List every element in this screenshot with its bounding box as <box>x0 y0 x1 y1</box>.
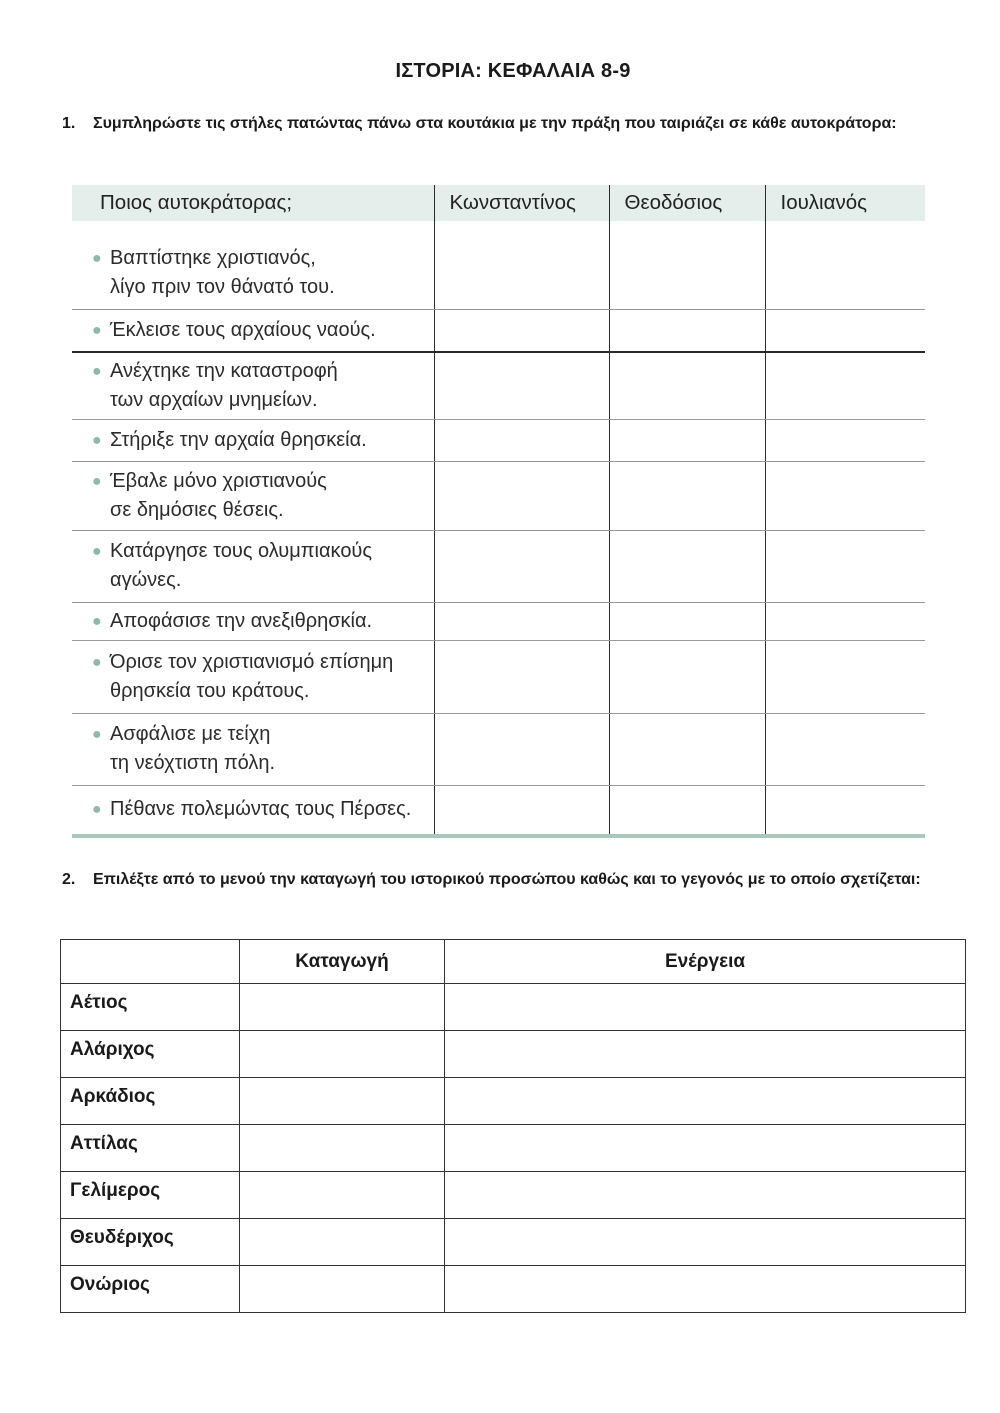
figure-name: Αέτιος <box>61 984 240 1031</box>
bullet-icon: ● <box>92 801 102 819</box>
statement-cell <box>72 237 434 309</box>
spacer-cell <box>72 221 434 237</box>
figure-name: Αττίλας <box>61 1125 240 1172</box>
answer-box-ioulianos[interactable] <box>765 602 925 640</box>
header-name <box>61 940 240 984</box>
answer-box-theodosios[interactable] <box>609 785 765 836</box>
header-theodosios: Θεοδόσιος <box>609 185 765 221</box>
statement-row <box>72 309 925 352</box>
statement-line-2: αγώνες. <box>110 569 182 591</box>
question-1 <box>62 113 972 134</box>
answer-box-konstantinos[interactable] <box>434 309 609 352</box>
statement-row <box>72 237 925 309</box>
statement-row <box>72 713 925 785</box>
answer-box-ioulianos[interactable] <box>765 352 925 419</box>
bullet-icon: ● <box>92 431 102 449</box>
statement-line-1: Στήριξε την αρχαία θρησκεία. <box>110 428 367 451</box>
statement-cell <box>72 461 434 530</box>
spacer-cell <box>434 221 609 237</box>
question-2-text: Επιλέξτε από το μενού την καταγωγή του ιστορικού προσώπου καθώς και το γεγονός με το οποίο σχετίζεται: <box>93 871 921 888</box>
action-dropdown[interactable] <box>445 1172 966 1219</box>
bullet-icon: ● <box>92 612 102 630</box>
header-ioulianos: Ιουλιανός <box>765 185 925 221</box>
header-konstantinos: Κωνσταντίνος <box>434 185 609 221</box>
statement-line-1: Έβαλε μόνο χριστιανούς <box>110 469 327 492</box>
answer-box-konstantinos[interactable] <box>434 461 609 530</box>
figure-name: Αλάριχος <box>61 1031 240 1078</box>
answer-box-theodosios[interactable] <box>609 640 765 713</box>
statement-line-1: Έκλεισε τους αρχαίους ναούς. <box>110 318 376 341</box>
answer-box-konstantinos[interactable] <box>434 352 609 419</box>
statement-cell <box>72 419 434 461</box>
answer-box-konstantinos[interactable] <box>434 785 609 836</box>
origin-dropdown[interactable] <box>240 1219 445 1266</box>
bullet-icon: ● <box>92 321 102 339</box>
statement-row <box>72 640 925 713</box>
spacer-row <box>72 221 925 237</box>
figure-name: Ονώριος <box>61 1266 240 1313</box>
answer-box-konstantinos[interactable] <box>434 419 609 461</box>
action-dropdown[interactable] <box>445 1125 966 1172</box>
statement-cell <box>72 785 434 836</box>
answer-box-theodosios[interactable] <box>609 530 765 602</box>
statement-line-1: Πέθανε πολεμώντας τους Πέρσες. <box>110 798 412 821</box>
answer-box-konstantinos[interactable] <box>434 530 609 602</box>
origin-dropdown[interactable] <box>240 1078 445 1125</box>
spacer-cell <box>765 221 925 237</box>
statement-cell <box>72 640 434 713</box>
table-row <box>61 984 966 1031</box>
question-2-number: 2. <box>62 871 76 888</box>
statement-row <box>72 352 925 419</box>
origin-dropdown[interactable] <box>240 1172 445 1219</box>
statement-line-1: Όρισε τον χριστιανισμό επίσημη <box>110 650 394 673</box>
figure-name: Γελίμερος <box>61 1172 240 1219</box>
question-2 <box>62 869 972 890</box>
statement-row <box>72 461 925 530</box>
origin-dropdown[interactable] <box>240 984 445 1031</box>
statement-line-1: Ασφάλισε με τείχη <box>110 723 271 745</box>
answer-box-theodosios[interactable] <box>609 352 765 419</box>
answer-box-konstantinos[interactable] <box>434 640 609 713</box>
bullet-icon: ● <box>92 472 102 490</box>
answer-box-theodosios[interactable] <box>609 419 765 461</box>
answer-box-theodosios[interactable] <box>609 713 765 785</box>
answer-box-ioulianos[interactable] <box>765 785 925 836</box>
table-row <box>61 1266 966 1313</box>
answer-box-konstantinos[interactable] <box>434 713 609 785</box>
statement-line-2: θρησκεία του κράτους. <box>110 679 310 702</box>
question-1-text: Συμπληρώστε τις στήλες πατώντας πάνω στα κουτάκια με την πράξη που ταιριάζει σε κάθε αυτοκράτορα: <box>93 115 897 132</box>
header-origin: Καταγωγή <box>240 940 445 984</box>
statement-cell <box>72 352 434 419</box>
answer-box-ioulianos[interactable] <box>765 640 925 713</box>
figure-name: Αρκάδιος <box>61 1078 240 1125</box>
answer-box-ioulianos[interactable] <box>765 237 925 309</box>
table-row <box>61 1078 966 1125</box>
answer-box-theodosios[interactable] <box>609 461 765 530</box>
historical-figures-table <box>60 939 966 1313</box>
statement-cell <box>72 309 434 352</box>
statement-line-1: Αποφάσισε την ανεξιθρησκία. <box>110 609 373 632</box>
question-1-number: 1. <box>62 115 76 132</box>
emperor-matching-table <box>72 185 925 838</box>
answer-box-konstantinos[interactable] <box>434 237 609 309</box>
table-row <box>61 1125 966 1172</box>
bullet-icon: ● <box>92 543 102 560</box>
statement-cell <box>72 602 434 640</box>
header-action: Ενέργεια <box>445 940 966 984</box>
statement-row <box>72 785 925 836</box>
table-header-row <box>72 185 925 221</box>
answer-box-theodosios[interactable] <box>609 237 765 309</box>
header-question: Ποιος αυτοκράτορας; <box>72 185 434 221</box>
answer-box-ioulianos[interactable] <box>765 713 925 785</box>
figure-name: Θευδέριχος <box>61 1219 240 1266</box>
bullet-icon: ● <box>92 726 102 743</box>
statement-cell <box>72 713 434 785</box>
table-row <box>61 1172 966 1219</box>
origin-dropdown[interactable] <box>240 1031 445 1078</box>
action-dropdown[interactable] <box>445 984 966 1031</box>
origin-dropdown[interactable] <box>240 1266 445 1313</box>
table-row <box>61 1031 966 1078</box>
answer-box-ioulianos[interactable] <box>765 461 925 530</box>
statement-row <box>72 530 925 602</box>
statement-line-2: σε δημόσιες θέσεις. <box>110 498 284 521</box>
answer-box-theodosios[interactable] <box>609 309 765 352</box>
statement-line-1: Κατάργησε τους ολυμπιακούς <box>110 540 373 562</box>
bullet-icon: ● <box>92 249 102 267</box>
statement-line-2: λίγο πριν τον θάνατό του. <box>110 275 335 298</box>
statement-row <box>72 419 925 461</box>
answer-box-ioulianos[interactable] <box>765 530 925 602</box>
statement-row <box>72 602 925 640</box>
bullet-icon: ● <box>92 653 102 671</box>
statement-cell <box>72 530 434 602</box>
page-title: ΙΣΤΟΡΙΑ: ΚΕΦΑΛΑΙΑ 8-9 <box>395 60 631 82</box>
origin-dropdown[interactable] <box>240 1125 445 1172</box>
action-dropdown[interactable] <box>445 1078 966 1125</box>
answer-box-ioulianos[interactable] <box>765 419 925 461</box>
answer-box-ioulianos[interactable] <box>765 309 925 352</box>
bullet-icon: ● <box>92 362 102 380</box>
answer-box-konstantinos[interactable] <box>434 602 609 640</box>
statement-line-1: Ανέχτηκε την καταστροφή <box>110 359 338 382</box>
statement-line-2: των αρχαίων μνημείων. <box>110 388 318 411</box>
table-header-row <box>61 940 966 984</box>
statement-line-1: Βαπτίστηκε χριστιανός, <box>110 246 316 269</box>
table-row <box>61 1219 966 1266</box>
action-dropdown[interactable] <box>445 1031 966 1078</box>
action-dropdown[interactable] <box>445 1219 966 1266</box>
statement-line-2: τη νεόχτιστη πόλη. <box>110 752 276 774</box>
answer-box-theodosios[interactable] <box>609 602 765 640</box>
action-dropdown[interactable] <box>445 1266 966 1313</box>
spacer-cell <box>609 221 765 237</box>
